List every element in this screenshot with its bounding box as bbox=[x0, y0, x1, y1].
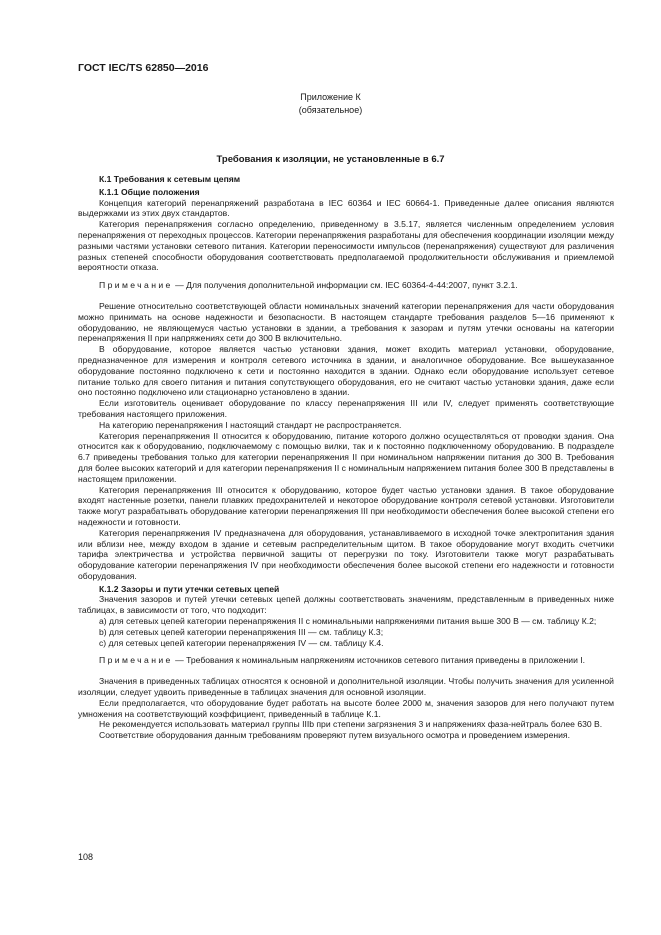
paragraph: Решение относительно соответствующей области номинальных значений категории перенапряжения для части оборудования можно принимать на основе надежности и безопасности. В настоящем стандарте требования разделов 5—16 применяют к оборудованию, не являющемуся частью установки в здании, а требования к зазорам и путям утечки основаны на категории перенапряжения II при напряжениях сети до 300 В включительно. bbox=[78, 300, 614, 344]
section-heading-k11: К.1.1 Общие положения bbox=[99, 186, 200, 197]
paragraph: Если изготовитель оценивает оборудование по классу перенапряжения III или IV, следует применять соответствующие требования настоящего приложения. bbox=[78, 398, 614, 419]
paragraph: Значения зазоров и путей утечки сетевых цепей должны соответствовать значениям, представленным в приведенных ниже таблицах, в зависимости от того, что подходит: bbox=[78, 594, 614, 616]
note-label: Примечание bbox=[99, 655, 173, 666]
annex-status: (обязательное) bbox=[298, 105, 363, 115]
paragraph: Категория перенапряжения III относится к оборудованию, которое будет частью установки здания. В такое оборудование входят настенные розетки, панели плавких предохранителей и некоторое оборудование контроля сетевой установки. Изготовители также могут разрабатывать оборудование категории перенапряжения III при необходимости обеспечения более высокой степени его надежности и готовности. bbox=[78, 484, 614, 527]
document-body bbox=[78, 174, 614, 741]
paragraph: Категория перенапряжения IV предназначена для оборудования, устанавливаемого в исходной точке электропитания здания или вблизи нее, между входом в здание и сетевым распределительным щитом. В такое оборудование могут входить счетчики тарифа электричества и устройства первичной защиты от перегрузки по току. Изготовители также могут разрабатывать оборудование категории перенапряжения IV при необходимости обеспечения более высокой степени его надежности и готовности оборудования. bbox=[78, 527, 614, 581]
paragraph: Категория перенапряжения согласно определению, приведенному в 3.5.17, является численным определением условия перенапряжения от переходных процессов. Категории перенапряжения разработаны для обеспечения координации изоляции между разными частями установки сетевого питания. Категории переносимости импульсов (перенапряжения) существуют для различения разных степеней способности оборудования соответствовать предполагаемой продолжительности обслуживания и приемлемой вероятности отказа. bbox=[78, 219, 614, 273]
note bbox=[78, 280, 614, 291]
note-text: — Требования к номинальным напряжениям источников сетевого питания приведены в приложении I. bbox=[172, 655, 586, 666]
annex-title: Требования к изоляции, не установленные в 6.7 bbox=[216, 154, 445, 165]
list-item: а) для сетевых цепей категории перенапряжения II с номинальными напряжениями питания выше 300 В — см. таблицу К.2; bbox=[99, 616, 597, 627]
paragraph: Если предполагается, что оборудование будет работать на высоте более 2000 м, значения зазоров для него получают путем умножения на соответствующий коэффициент, приведенный в таблице К.1. bbox=[78, 697, 614, 719]
note-text: — Для получения дополнительной информации см. IEC 60364-4-44:2007, пункт 3.2.1. bbox=[172, 280, 518, 291]
note bbox=[78, 655, 614, 666]
note-label: Примечание bbox=[99, 280, 173, 291]
list-item: b) для сетевых цепей категории перенапряжения III — см. таблицу К.3; bbox=[99, 626, 384, 637]
page-number: 108 bbox=[78, 852, 94, 862]
paragraph: Значения в приведенных таблицах относятся к основной и дополнительной изоляции. Чтобы получить значения для усиленной изоляции, следует удвоить приведенные в таблицах значения для основной изоляции. bbox=[78, 676, 614, 698]
paragraph: На категорию перенапряжения I настоящий стандарт не распространяется. bbox=[99, 419, 402, 430]
document-id: ГОСТ IEC/TS 62850—2016 bbox=[78, 62, 209, 74]
paragraph: Не рекомендуется использовать материал группы IIIb при степени загрязнения 3 и напряжениях фаза-нейтраль более 630 В. bbox=[99, 719, 603, 730]
annex-label: Приложение К bbox=[300, 92, 361, 102]
section-heading-k12: К.1.2 Зазоры и пути утечки сетевых цепей bbox=[99, 583, 280, 594]
paragraph: Концепция категорий перенапряжений разработана в IEC 60364 и IEC 60664-1. Приведенные далее описания являются выдержками из этих двух стандартов. bbox=[78, 197, 614, 219]
section-heading-k1: К.1 Требования к сетевым цепям bbox=[99, 174, 241, 184]
list-item: с) для сетевых цепей категории перенапряжения IV — см. таблицу К.4. bbox=[99, 637, 384, 648]
paragraph: Категория перенапряжения II относится к оборудованию, питание которого должно осуществляться от проводки здания. Она относится как к оборудованию, подключаемому с помощью вилки, так и к постоянно подключенному оборудованию. В подразделе 6.7 приведены требования только для категории перенапряжения II при номинальном напряжении питания до 300 В. Требования для более высоких категорий и для категории перенапряжения II с номинальным напряжением питания более 300 В представлены в настоящем приложении. bbox=[78, 430, 614, 484]
annex-header bbox=[0, 91, 661, 117]
paragraph: В оборудование, которое является частью установки здания, может входить материал установки, оборудование, предназначенное для измерения и контроля сетевого источника в здании, и аналогичное оборудование. Все вышеуказанное оборудование постоянно подключено к сети и постоянно находится в здании. Однако если оборудование использует сетевое питание только для своего питания и питания сопутствующего оборудования, его не считают частью установки здания, даже если оно постоянно подключено или стационарно установлено в здании. bbox=[78, 344, 614, 398]
paragraph: Соответствие оборудования данным требованиям проверяют путем визуального осмотра и проведением измерения. bbox=[99, 730, 570, 741]
